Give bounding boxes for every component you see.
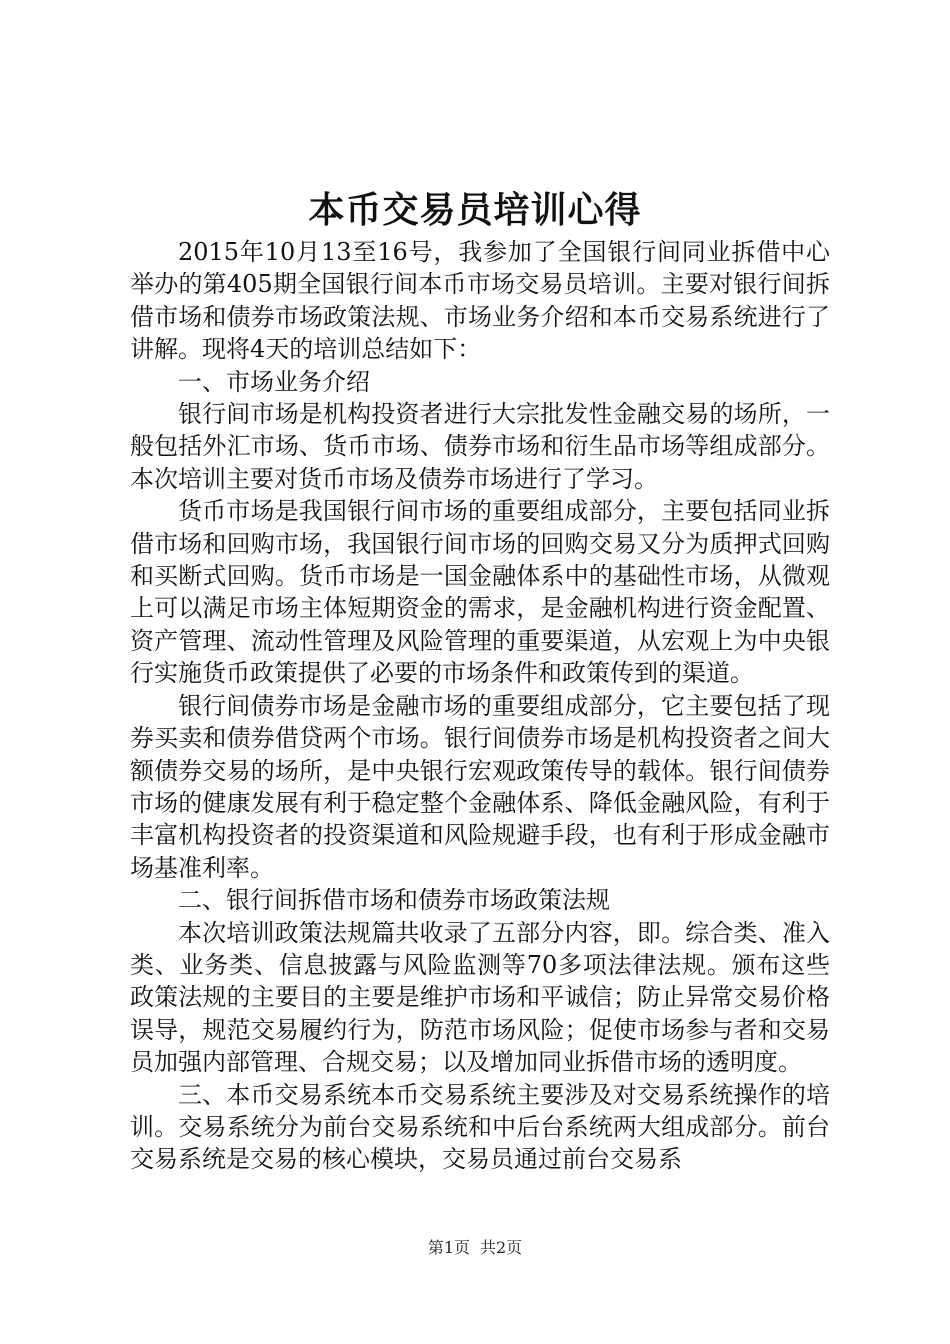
page-number: 第1页: [427, 1238, 470, 1257]
paragraph-money-market: 货币市场是我国银行间市场的重要组成部分，主要包括同业拆借市场和回购市场，我国银行间市场的回购交易又分为质押式回购和买断式回购。货币市场是一国金融体系中的基础性市场，从微观上可以满足市场主体短期资金的需求，是金融机构进行资金配置、资产管理、流动性管理及风险管理的重要渠道，从宏观上为中央银行实施货币政策提供了必要的市场条件和政策传到的渠道。: [130, 497, 830, 688]
section-heading-policy-regulations: 二、银行间拆借市场和债券市场政策法规: [178, 886, 610, 915]
paragraph-bond-market: 银行间债券市场是金融市场的重要组成部分，它主要包括了现券买卖和债券借贷两个市场。银行间债券市场是机构投资者之间大额债券交易的场所，是中央银行宏观政策传导的载体。银行间债券市场的健康发展有利于稳定整个金融体系、降低金融风险，有利于丰富机构投资者的投资渠道和风险规避手段，也有利于形成金融市场基准利率。: [130, 691, 830, 882]
document-title: 本币交易员培训心得: [308, 189, 642, 231]
page-footer: [0, 1238, 950, 1258]
paragraph-interbank-market: 银行间市场是机构投资者进行大宗批发性金融交易的场所，一般包括外汇市场、货币市场、债券市场和衍生品市场等组成部分。本次培训主要对货币市场及债券市场进行了学习。: [130, 400, 830, 493]
paragraph-policy-regulations: 本次培训政策法规篇共收录了五部分内容，即。综合类、准入类、业务类、信息披露与风险监测等70多项法律法规。颁布这些政策法规的主要目的主要是维护市场和平诚信；防止异常交易价格误导，规范交易履约行为，防范市场风险；促使市场参与者和交易员加强内部管理、合规交易；以及增加同业拆借市场的透明度。: [130, 918, 830, 1077]
document-body: [130, 236, 830, 1176]
paragraph-trading-system: 三、本币交易系统本币交易系统主要涉及对交易系统操作的培训。交易系统分为前台交易系统和中后台系统两大组成部分。前台交易系统是交易的核心模块，交易员通过前台交易系: [130, 1080, 830, 1174]
paragraph-intro: 2015年10月13至16号，我参加了全国银行间同业拆借中心举办的第405期全国银行间本币市场交易员培训。主要对银行间拆借市场和债券市场政策法规、市场业务介绍和本币交易系统进行了讲解。现将4天的培训总结如下：: [130, 238, 830, 364]
section-heading-market-business: 一、市场业务介绍: [178, 367, 370, 396]
page-total: 共2页: [480, 1238, 523, 1257]
